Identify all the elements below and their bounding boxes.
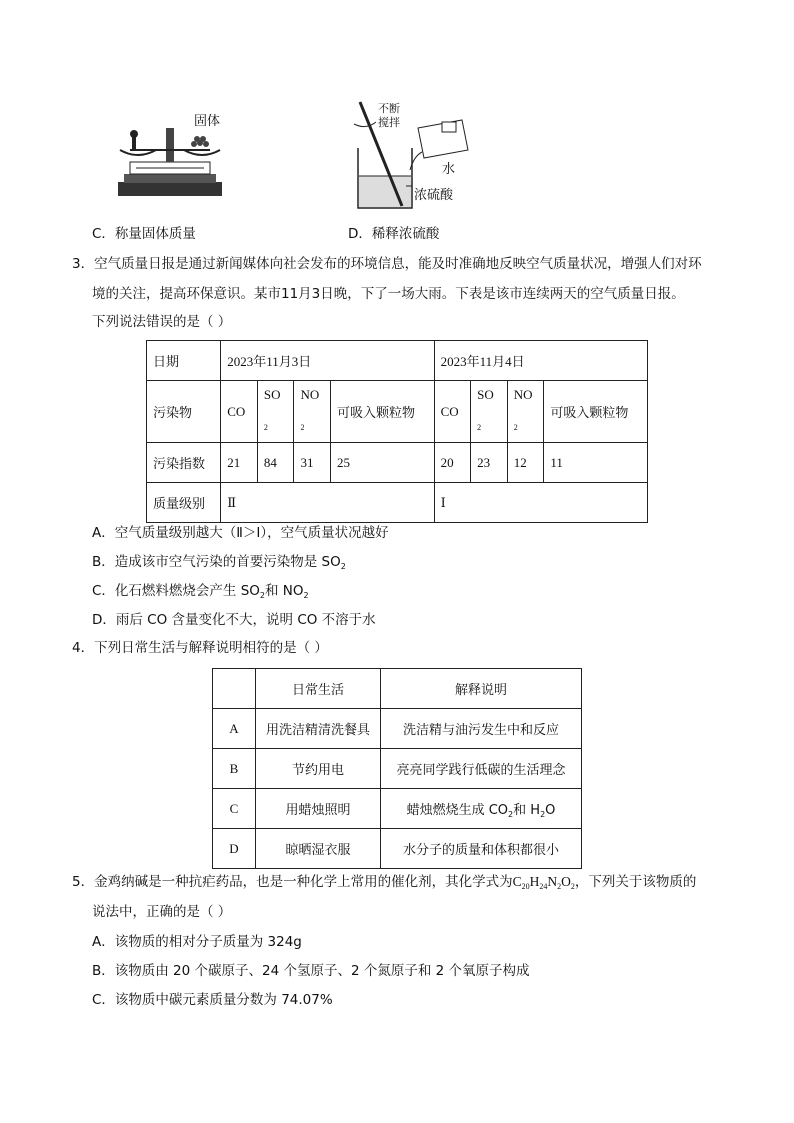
q3-stem-line3: 下列说法错误的是（ ） [92, 314, 232, 330]
water-label: 水 [442, 162, 456, 177]
q5-option-b: B．该物质由 20 个碳原子、24 个氢原子、2 个氮原子和 2 个氧原子构成 [92, 963, 530, 979]
beaker-figure [340, 100, 480, 212]
pollutant-pm-1: 可吸入颗粒物 [331, 381, 435, 443]
q5-stem-line1: 5．金鸡纳碱是一种抗疟药品，也是一种化学上常用的催化剂，其化学式为$C_{20}H_{24}N_2O_2$，下列关于该物质的 [72, 874, 697, 891]
pollutant-co-1: CO [221, 381, 258, 443]
index-label: 污染指数 [147, 443, 221, 483]
balance-label: 固体 [194, 114, 221, 129]
q3-option-c: C．化石燃料燃烧会产生 $SO_2$和 $NO_2$ [92, 583, 309, 600]
level1: Ⅱ [221, 483, 434, 523]
header-explain: 解释说明 [381, 669, 582, 709]
row-c-life: 用蜡烛照明 [256, 789, 381, 829]
index2-no2: 12 [507, 443, 544, 483]
pollutant-label: 污染物 [147, 381, 221, 443]
pollutant-so2-2: SO $_2$ [471, 381, 508, 443]
q4-stem: 4．下列日常生活与解释说明相符的是（ ） [72, 640, 328, 656]
index2-pm: 11 [544, 443, 648, 483]
row-c-letter: C [213, 789, 256, 829]
pollutant-co-2: CO [434, 381, 471, 443]
q3-stem-line2: 境的关注，提高环保意识。某市11月3日晚，下了一场大雨。下表是该市连续两天的空气质量日报。 [92, 286, 685, 302]
row-d-letter: D [213, 829, 256, 869]
stir-label-1: 不断 [378, 102, 400, 115]
row-a-explain: 洗洁精与油污发生中和反应 [381, 709, 582, 749]
row-b-letter: B [213, 749, 256, 789]
stir-label-2: 搅拌 [378, 116, 400, 129]
index1-so2: 84 [257, 443, 294, 483]
q5-option-a: A．该物质的相对分子质量为 324g [92, 934, 302, 950]
row-a-life: 用洗洁精清洗餐具 [256, 709, 381, 749]
index1-no2: 31 [294, 443, 331, 483]
row-d-life: 晾晒湿衣服 [256, 829, 381, 869]
option-d-caption: D．稀释浓硫酸 [348, 226, 440, 242]
pollutant-so2-1: SO $_2$ [257, 381, 294, 443]
q3-option-d: D．雨后 CO 含量变化不大，说明 CO 不溶于水 [92, 612, 376, 628]
q3-option-a: A．空气质量级别越大（Ⅱ＞Ⅰ），空气质量状况越好 [92, 525, 389, 541]
pollutant-no2-1: NO $_2$ [294, 381, 331, 443]
header-blank [213, 669, 256, 709]
index1-pm: 25 [331, 443, 435, 483]
life-table [212, 668, 582, 869]
acid-label: 浓硫酸 [414, 188, 454, 203]
row-b-explain: 亮亮同学践行低碳的生活理念 [381, 749, 582, 789]
air-quality-table [146, 340, 648, 523]
index2-so2: 23 [471, 443, 508, 483]
row-d-explain: 水分子的质量和体积都很小 [381, 829, 582, 869]
q5-stem-line2: 说法中，正确的是（ ） [92, 904, 232, 920]
row-c-explain: 蜡烛燃烧生成 $CO_2$和 $H_2O$ [381, 789, 582, 829]
row-a-letter: A [213, 709, 256, 749]
pollutant-pm-2: 可吸入颗粒物 [544, 381, 648, 443]
date-label: 日期 [147, 341, 221, 381]
chemical-formula: $C_{20}H_{24}N_2O_2$ [512, 874, 575, 891]
q3-stem-line1: 3．空气质量日报是通过新闻媒体向社会发布的环境信息，能及时准确地反映空气质量状况，增强人们对环 [72, 256, 702, 272]
date2: 2023年11月4日 [434, 341, 647, 381]
level2: Ⅰ [434, 483, 647, 523]
option-c-caption: C．称量固体质量 [92, 226, 196, 242]
date1: 2023年11月3日 [221, 341, 434, 381]
header-life: 日常生活 [256, 669, 381, 709]
index1-co: 21 [221, 443, 258, 483]
index2-co: 20 [434, 443, 471, 483]
row-b-life: 节约用电 [256, 749, 381, 789]
level-label: 质量级别 [147, 483, 221, 523]
q5-option-c: C．该物质中碳元素质量分数为 74.07% [92, 992, 333, 1008]
q3-option-b: B．造成该市空气污染的首要污染物是 $SO_2$ [92, 554, 346, 571]
pollutant-no2-2: NO $_2$ [507, 381, 544, 443]
